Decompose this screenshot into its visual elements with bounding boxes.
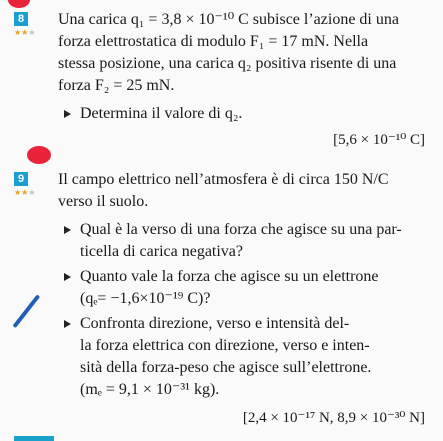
red-marker-mark [27, 146, 51, 164]
ex8-text-line-4: forza F₂ = 25 mN. [58, 77, 175, 94]
ex9-q3-line-2: la forza elettrica con direzione, verso e inten- [80, 337, 370, 354]
ex9-answer: [2,4 × 10⁻¹⁷ N, 8,9 × 10⁻³⁰ N] [242, 410, 425, 426]
ex9-q2-line-1: Quanto vale la forza che agisce su un elettrone [80, 268, 379, 285]
exercise-number-9: 9 [14, 172, 28, 186]
bullet-triangle-icon [64, 320, 71, 328]
red-marker-mark [8, 0, 30, 8]
ex8-question: Determina il valore di q₂. [80, 105, 243, 122]
ex8-text-line-2: forza elettrostatica di modulo F₁ = 17 mN. Nella [58, 33, 369, 50]
difficulty-stars-icon: ★★★ [14, 28, 36, 37]
blue-pen-mark [12, 294, 40, 328]
ex9-text-line-1: Il campo elettrico nell’atmosfera è di circa 150 N/C [58, 171, 389, 188]
ex8-answer: [5,6 × 10⁻¹⁰ C] [333, 132, 425, 148]
bullet-triangle-icon [64, 110, 71, 118]
blue-bar-mark [14, 436, 54, 441]
ex9-q3-line-3: sità della forza-peso che agisce sull’elettrone. [80, 359, 372, 376]
ex9-q1-line-1: Qual è la verso di una forza che agisce su una par- [80, 221, 402, 238]
bullet-triangle-icon [64, 226, 71, 234]
ex9-q2-line-2: (qₑ= −1,6×10⁻¹⁹ C)? [80, 290, 211, 307]
ex9-q3-line-4: (mₑ = 9,1 × 10⁻³¹ kg). [80, 381, 220, 398]
exercise-number-8: 8 [14, 12, 28, 26]
ex8-text-line-3: stessa posizione, una carica q₂ positiva risente di una [58, 55, 397, 72]
ex9-q3-line-1: Confronta direzione, verso e intensità del- [80, 315, 350, 332]
bullet-triangle-icon [64, 273, 71, 281]
ex9-text-line-2: verso il suolo. [58, 193, 149, 210]
difficulty-stars-icon: ★★★ [14, 188, 36, 197]
ex8-text-line-1: Una carica q₁ = 3,8 × 10⁻¹⁰ C subisce l’azione di una [58, 11, 399, 28]
ex9-q1-line-2: ticella di carica negativa? [80, 243, 244, 260]
